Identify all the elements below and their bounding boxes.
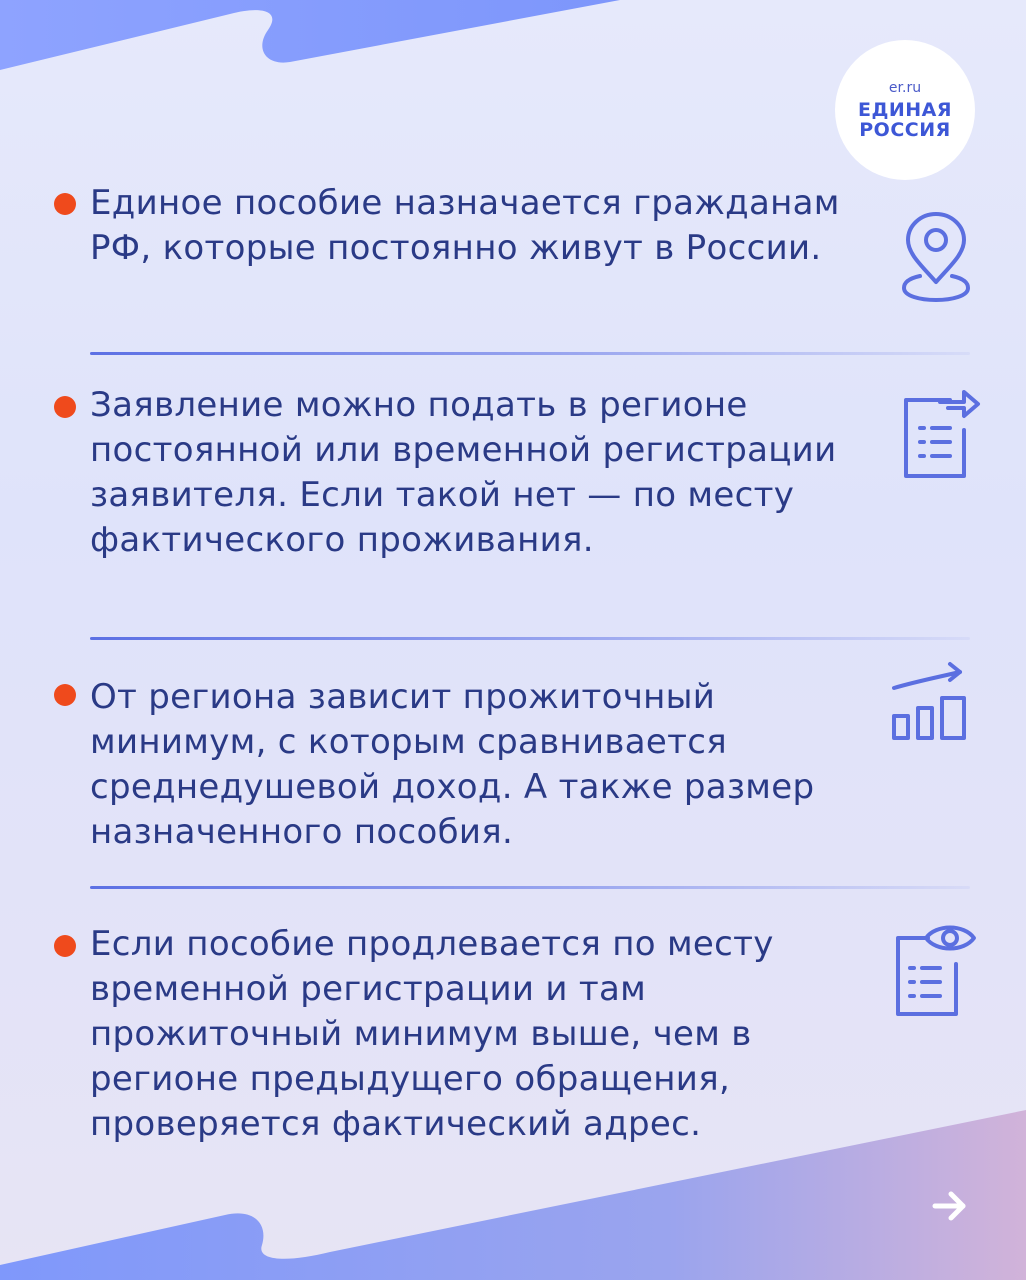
divider <box>90 352 970 355</box>
info-item-text: Заявление можно подать в регионе постоянной или временной регистрации заявителя. Если такой нет — по месту фактического проживания. <box>90 385 837 560</box>
bullet-icon <box>54 396 76 418</box>
divider <box>90 886 970 889</box>
logo-domain: er.ru <box>888 80 922 96</box>
party-logo <box>835 40 975 180</box>
location-pin-icon <box>898 212 974 304</box>
logo-name-line2: РОССИЯ <box>859 119 951 141</box>
document-view-icon <box>892 918 978 1022</box>
bullet-icon <box>54 684 76 706</box>
info-item-text: Если пособие продлевается по месту временной регистрации и там прожиточный минимум выше, чем в регионе предыдущего обращения, проверяется фактический адрес. <box>90 924 774 1144</box>
divider <box>90 637 970 640</box>
bullet-icon <box>54 935 76 957</box>
info-item-text: Единое пособие назначается гражданам РФ, которые постоянно живут в России. <box>90 183 840 268</box>
logo-name-line1: ЕДИНАЯ <box>857 99 953 121</box>
growth-chart-icon <box>888 658 972 744</box>
bullet-icon <box>54 193 76 215</box>
info-item-text: От региона зависит прожиточный минимум, с которым сравнивается среднедушевой доход. А также размер назначенного пособия. <box>90 677 815 852</box>
document-send-icon <box>900 382 982 482</box>
arrow-right-icon[interactable] <box>930 1186 970 1226</box>
